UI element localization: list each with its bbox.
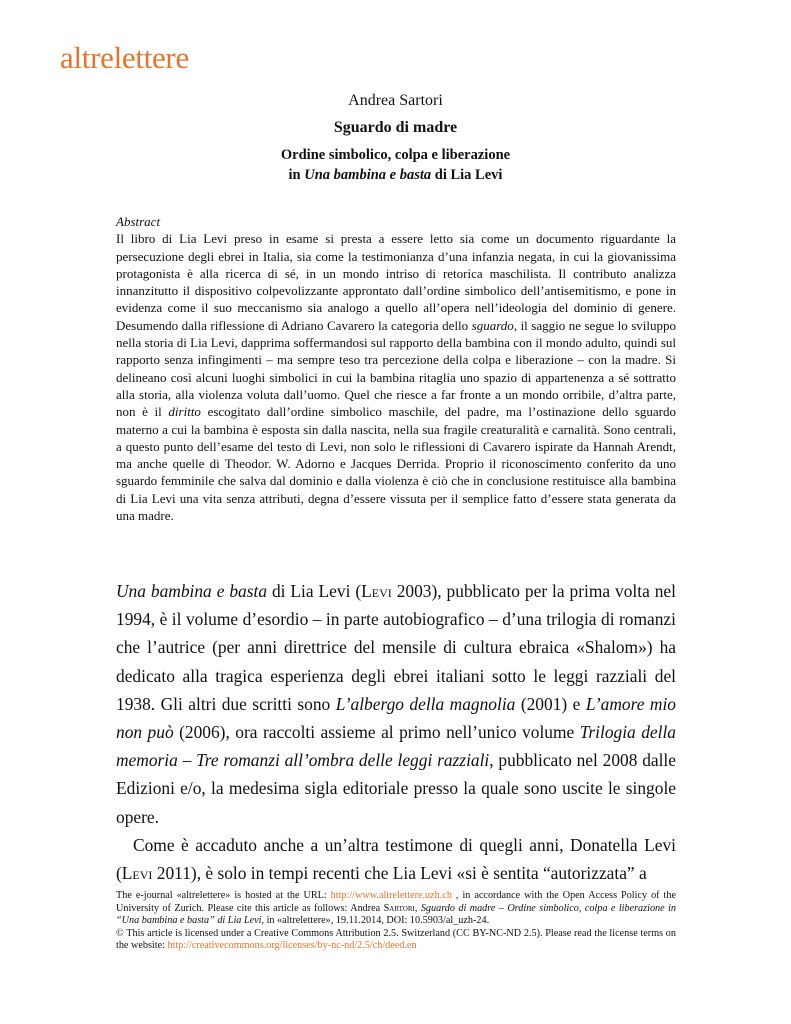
journal-url-link[interactable]: http://www.altrelettere.uzh.ch <box>330 890 452 901</box>
author-name: Andrea Sartori <box>348 92 443 109</box>
footer-text: in «altrelettere», 19.11.2014, DOI: 10.5903/al_uzh-24. <box>264 915 490 927</box>
subtitle-line-1: Ordine simbolico, colpa e liberazione <box>280 147 511 163</box>
footer-author: Sartori <box>383 902 415 914</box>
footer-text: © This article is licensed under a Creative Commons Attribution 2.5. Switzerland (CC BY-NC-ND 2.5). Please read the license terms on the website: <box>116 927 676 952</box>
abstract-emphasis-2: diritto <box>168 404 201 420</box>
body-text: , pubblicato nel 2008 dalle Edizioni e/o, la medesima sigla editoriale presso la quale sono uscite le singole opere. <box>116 750 676 827</box>
footer-citation <box>116 890 676 928</box>
abstract-label: Abstract <box>116 214 161 229</box>
book-title: L’amore mio non può <box>116 693 676 743</box>
body-text: 2003), pubblicato per la prima volta nel 1994, è il volume d’esordio – in parte autobiografico – d’una trilogia di romanzi che l’autrice (per anni direttrice del mensile di cultura ebraica «Shalom») ha dedicato alla tragica esperienza degli ebrei italiani sotto le leggi razziali del 1938. Gli altri due scritti sono <box>116 581 676 714</box>
body-paragraph-2 <box>116 831 676 887</box>
body-text: 2011), è solo in tempi recenti che Lia Levi «si è sentita “autorizzata” a <box>152 863 647 884</box>
abstract-emphasis-1: sguardo <box>471 317 514 333</box>
footer-text: , <box>414 902 421 914</box>
footer-article-title: Sguardo di madre – Ordine simbolico, colpa e liberazione in “Una bambina e basta” di Lia Levi, <box>116 902 677 927</box>
body-text: (2001) e <box>515 693 586 714</box>
article-subtitle <box>0 145 791 185</box>
footer-text: The e-journal «altrelettere» is hosted at the URL: <box>116 890 331 901</box>
body-text: (2006), ora raccolti assieme al primo nell’unico volume <box>173 722 580 743</box>
subtitle-book-title: Una bambina e basta <box>304 167 432 183</box>
journal-logo: altrelettere <box>60 40 189 75</box>
footer-text: , in accordance with the Open Access Policy of the University of Zurich. Please cite this article as follows: Andrea <box>116 890 676 914</box>
book-title: L’albergo della magnolia <box>335 693 516 714</box>
subtitle-tail: di Lia Levi <box>431 167 503 183</box>
abstract-text-1: Il libro di Lia Levi preso in esame si presta a essere letto sia come un documento riguardante la persecuzione degli ebrei in Italia, sia come la testimonianza d’una infanzia negata, in cui la giovanissima protagonista è alla ricerca di sé, in un mondo intriso di retorica maschilista. Il contributo analizza innanzitutto il dispositivo colpevolizzante approntato dall’ordine simbolico dell’antisemitismo, e pone in evidenza come il suo meccanismo sia analogo a quello all’opera nell’ideologia del dominio di genere. Desumendo dalla riflessione di Adriano Cavarero la categoria dello <box>116 231 676 333</box>
body-paragraph-1 <box>116 577 676 831</box>
page-footer <box>116 890 676 953</box>
abstract-section <box>116 213 676 524</box>
article-title: Sguardo di madre <box>333 119 458 136</box>
subtitle-in: in <box>288 167 305 183</box>
subtitle-line-2 <box>0 165 791 185</box>
book-title: Una bambina e basta <box>116 581 268 601</box>
footer-license <box>116 928 676 953</box>
body-text: Come è accaduto anche a un’altra testimone di quegli anni, Donatella Levi ( <box>116 834 676 884</box>
abstract-text-2: , il saggio ne segue lo sviluppo nella storia di Lia Levi, dapprima soffermandosi sul rapporto della bambina con il mondo adulto, quindi sul rapporto senza infingimenti – ma sempre teso tra percezione della colpa e liberazione – con la madre. Si delineano così alcuni luoghi simbolici in cui la bambina ritaglia uno spazio di appartenenza a sé sottratto alla storia, alla violenza voluta dall’uomo. Quel che riesce a far fronte a un mondo orribile, d’altra parte, non è il <box>116 317 676 420</box>
citation-author: Levi <box>361 581 392 601</box>
citation-author: Levi <box>121 863 153 884</box>
body-text: di Lia Levi ( <box>267 581 362 601</box>
article-body <box>116 577 676 887</box>
license-url-link[interactable]: http://creativecommons.org/licenses/by-nc-nd/2.5/ch/deed.en <box>167 940 417 952</box>
book-title: Trilogia della memoria – Tre romanzi all’ombra delle leggi razziali <box>116 722 676 771</box>
abstract-text-3: escogitato dall’ordine simbolico maschile, del padre, ma l’ostinazione dello sguardo materno a cui la bambina è esposta sin dalla nascita, nella sua fragile creaturalità e carnalità. Sono centrali, a questo punto dell’esame del testo di Levi, non solo le riflessioni di Cavarero ispirate da Hannah Arendt, ma anche quelle di Theodor. W. Adorno e Jacques Derrida. Proprio il riconoscimento conferito da uno sguardo femminile che salva dal dominio e dalla violenza è ciò che in conclusione restituisce alla bambina di Lia Levi una vita senza attributi, degna d’essere vissuta per il semplice fatto d’essere stata generata da una madre. <box>116 404 676 524</box>
